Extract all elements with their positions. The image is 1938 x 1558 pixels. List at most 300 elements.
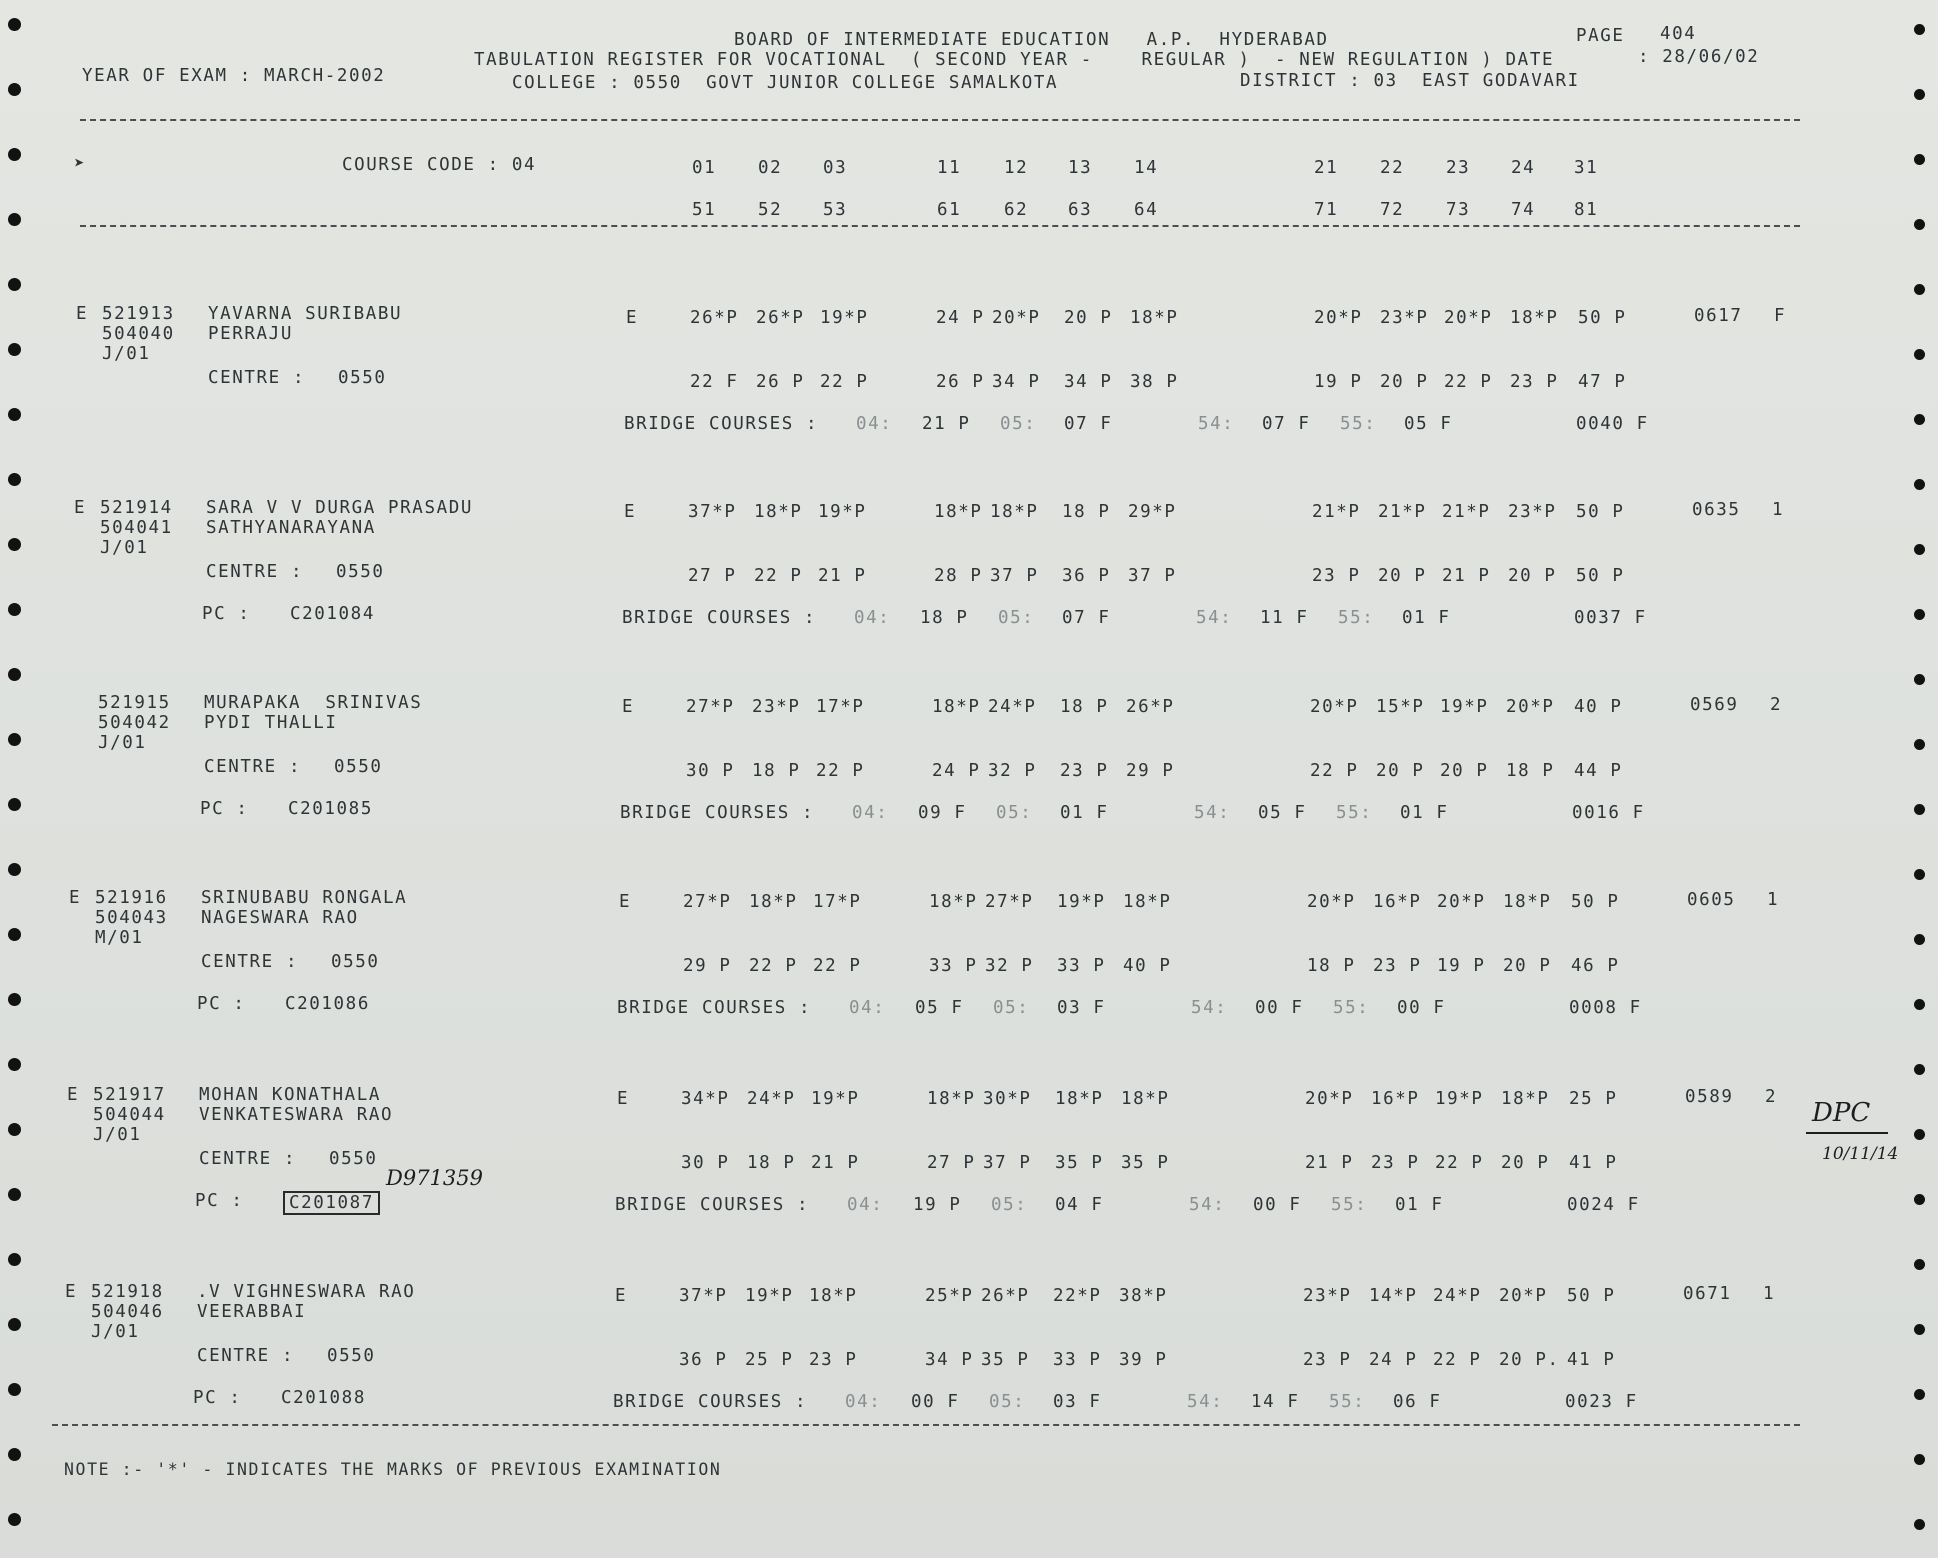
mark: 23 P <box>1060 761 1109 781</box>
subject-code: 01 <box>692 158 717 178</box>
mark: 33 P <box>929 956 978 976</box>
mark: 18*P <box>1130 308 1179 328</box>
student-name: MOHAN KONATHALA <box>199 1085 382 1105</box>
subject-code: 14 <box>1134 158 1159 178</box>
mark: 47 P <box>1578 372 1627 392</box>
feed-hole <box>8 1188 21 1201</box>
result: 2 <box>1770 695 1783 715</box>
centre-code: 0550 <box>334 757 383 777</box>
bridge-mark-05: 03 F <box>1053 1392 1102 1412</box>
feed-hole <box>8 278 21 291</box>
bridge-mark-55: 05 F <box>1404 414 1453 434</box>
grand-total: 0589 <box>1685 1087 1734 1107</box>
registration-number: 504043 <box>95 908 168 928</box>
mark: 21 P <box>811 1153 860 1173</box>
bridge-code-55: 55: <box>1333 998 1370 1018</box>
bridge-code-55: 55: <box>1331 1195 1368 1215</box>
feed-hole <box>1914 869 1925 880</box>
feed-hole <box>1914 674 1925 685</box>
bridge-total: 0040 F <box>1576 414 1649 434</box>
mark: 37 P <box>990 566 1039 586</box>
mark: 25 P <box>745 1350 794 1370</box>
subject-code: 24 <box>1511 158 1536 178</box>
print-date: : 28/06/02 <box>1638 47 1760 67</box>
feed-hole <box>1914 479 1925 490</box>
roll-number: 521917 <box>93 1085 166 1105</box>
bridge-courses-label: BRIDGE COURSES : <box>617 998 812 1018</box>
mark: 28 P <box>934 566 983 586</box>
feed-hole <box>8 1253 21 1266</box>
mark: 22 P <box>1444 372 1493 392</box>
registration-number: 504044 <box>93 1105 166 1125</box>
feed-hole <box>1914 1519 1925 1530</box>
handwritten-date: 10/11/14 <box>1822 1144 1899 1164</box>
bridge-mark-54: 00 F <box>1253 1195 1302 1215</box>
bridge-code-05: 05: <box>998 608 1035 628</box>
mark: 24*P <box>1433 1286 1482 1306</box>
mark: 23*P <box>1380 308 1429 328</box>
mark: 36 P <box>679 1350 728 1370</box>
feed-hole <box>8 798 21 811</box>
bridge-mark-55: 01 F <box>1395 1195 1444 1215</box>
mark: 27 P <box>927 1153 976 1173</box>
mark: 29 P <box>1126 761 1175 781</box>
mark: 33 P <box>1053 1350 1102 1370</box>
feed-hole <box>8 18 21 31</box>
mark: 18*P <box>990 502 1039 522</box>
mark: 18*P <box>1123 892 1172 912</box>
subject-code: 03 <box>823 158 848 178</box>
pc-code: C201085 <box>288 799 373 819</box>
bridge-mark-04: 18 P <box>920 608 969 628</box>
mark: 41 P <box>1567 1350 1616 1370</box>
bridge-mark-04: 00 F <box>911 1392 960 1412</box>
father-name: VENKATESWARA RAO <box>199 1105 394 1125</box>
roll-number: 521914 <box>100 498 173 518</box>
mark: 39 P <box>1119 1350 1168 1370</box>
mark: 37 P <box>983 1153 1032 1173</box>
grand-total: 0635 <box>1692 500 1741 520</box>
mark: 20 P <box>1503 956 1552 976</box>
mark: 37*P <box>688 502 737 522</box>
centre-code: 0550 <box>338 368 387 388</box>
mark: 19*P <box>818 502 867 522</box>
mark: 30 P <box>686 761 735 781</box>
mark: 18*P <box>1121 1089 1170 1109</box>
bridge-mark-54: 07 F <box>1262 414 1311 434</box>
centre-code: 0550 <box>331 952 380 972</box>
mark: 16*P <box>1371 1089 1420 1109</box>
bridge-courses-label: BRIDGE COURSES : <box>624 414 819 434</box>
subject-code: 13 <box>1068 158 1093 178</box>
mark: 18 P <box>1307 956 1356 976</box>
page-label: PAGE <box>1576 26 1625 46</box>
mark: 23 P <box>1303 1350 1352 1370</box>
mark: 18*P <box>1510 308 1559 328</box>
medium: E <box>622 697 635 717</box>
mark: 36 P <box>1062 566 1111 586</box>
pc-label: PC : <box>193 1388 242 1408</box>
feed-hole <box>8 993 21 1006</box>
mark: 20*P <box>1305 1089 1354 1109</box>
mark: 19*P <box>820 308 869 328</box>
bridge-mark-05: 07 F <box>1062 608 1111 628</box>
mark: 20 P <box>1376 761 1425 781</box>
mark: 20*P <box>1506 697 1555 717</box>
mark: 50 P <box>1576 566 1625 586</box>
centre-label: CENTRE : <box>204 757 302 777</box>
bridge-code-04: 04: <box>849 998 886 1018</box>
mark: 26 P <box>756 372 805 392</box>
centre-label: CENTRE : <box>199 1149 297 1169</box>
mark: 20*P <box>1444 308 1493 328</box>
centre-label: CENTRE : <box>208 368 306 388</box>
centre-label: CENTRE : <box>206 562 304 582</box>
father-name: VEERABBAI <box>197 1302 307 1322</box>
footnote: NOTE :- '*' - INDICATES THE MARKS OF PREVIOUS EXAMINATION <box>64 1460 722 1479</box>
mark: 26*P <box>1126 697 1175 717</box>
mark: 20*P <box>1307 892 1356 912</box>
pc-code: C201086 <box>285 994 370 1014</box>
mark: 21*P <box>1312 502 1361 522</box>
bridge-mark-54: 00 F <box>1255 998 1304 1018</box>
bridge-total: 0024 F <box>1567 1195 1640 1215</box>
feed-hole <box>8 343 21 356</box>
mark: 24*P <box>988 697 1037 717</box>
bridge-code-54: 54: <box>1196 608 1233 628</box>
mark: 20*P <box>992 308 1041 328</box>
mark: 18 P <box>747 1153 796 1173</box>
record-prefix: E <box>74 498 87 518</box>
subject-code: 21 <box>1314 158 1339 178</box>
mark: 18*P <box>929 892 978 912</box>
feed-hole <box>1914 1454 1925 1465</box>
feed-hole <box>1914 804 1925 815</box>
mark: 26*P <box>981 1286 1030 1306</box>
mark: 23*P <box>1303 1286 1352 1306</box>
roll-number: 521913 <box>102 304 175 324</box>
course-divider <box>80 225 1800 227</box>
district-line: DISTRICT : 03 EAST GODAVARI <box>1240 71 1580 91</box>
roll-number: 521916 <box>95 888 168 908</box>
bridge-mark-04: 09 F <box>918 803 967 823</box>
mark: 20 P <box>1440 761 1489 781</box>
register-title: TABULATION REGISTER FOR VOCATIONAL ( SECOND YEAR - REGULAR ) - NEW REGULATION ) DATE <box>474 50 1555 70</box>
grand-total: 0569 <box>1690 695 1739 715</box>
mark: 34 P <box>925 1350 974 1370</box>
feed-hole <box>1914 609 1925 620</box>
mark: 20 P <box>1380 372 1429 392</box>
mark: 18*P <box>1501 1089 1550 1109</box>
group-code: M/01 <box>95 928 144 948</box>
student-name: SRINUBABU RONGALA <box>201 888 408 908</box>
result: 1 <box>1772 500 1785 520</box>
subject-code: 22 <box>1380 158 1405 178</box>
pc-label: PC : <box>195 1191 244 1211</box>
grand-total: 0617 <box>1694 306 1743 326</box>
bridge-code-05: 05: <box>1000 414 1037 434</box>
mark: 18*P <box>927 1089 976 1109</box>
bridge-code-55: 55: <box>1336 803 1373 823</box>
mark: 20 P <box>1378 566 1427 586</box>
mark: 21*P <box>1442 502 1491 522</box>
year-of-exam: YEAR OF EXAM : MARCH-2002 <box>82 66 386 86</box>
grand-total: 0605 <box>1687 890 1736 910</box>
feed-hole <box>8 538 21 551</box>
mark: 18*P <box>754 502 803 522</box>
feed-hole <box>8 1318 21 1331</box>
bridge-code-05: 05: <box>991 1195 1028 1215</box>
mark: 35 P <box>1121 1153 1170 1173</box>
mark: 24*P <box>747 1089 796 1109</box>
feed-hole <box>1914 544 1925 555</box>
feed-hole <box>1914 1259 1925 1270</box>
feed-hole <box>1914 934 1925 945</box>
mark: 20*P <box>1314 308 1363 328</box>
pc-code: C201087 <box>283 1191 380 1215</box>
feed-hole <box>1914 349 1925 360</box>
mark: 44 P <box>1574 761 1623 781</box>
mark: 23 P <box>1510 372 1559 392</box>
bridge-mark-55: 01 F <box>1400 803 1449 823</box>
student-name: .V VIGHNESWARA RAO <box>197 1282 416 1302</box>
pc-code: C201088 <box>281 1388 366 1408</box>
bridge-total: 0016 F <box>1572 803 1645 823</box>
bridge-code-54: 54: <box>1187 1392 1224 1412</box>
subject-code: 51 <box>692 200 717 220</box>
mark: 35 P <box>981 1350 1030 1370</box>
feed-hole <box>1914 414 1925 425</box>
bridge-code-05: 05: <box>993 998 1030 1018</box>
feed-hole <box>1914 154 1925 165</box>
subject-code: 52 <box>758 200 783 220</box>
mark: 40 P <box>1574 697 1623 717</box>
feed-hole <box>8 863 21 876</box>
subject-code: 73 <box>1446 200 1471 220</box>
mark: 16*P <box>1373 892 1422 912</box>
mark: 23 P <box>1373 956 1422 976</box>
student-name: YAVARNA SURIBABU <box>208 304 403 324</box>
mark: 22 P <box>813 956 862 976</box>
mark: 50 P <box>1578 308 1627 328</box>
mark: 19*P <box>811 1089 860 1109</box>
mark: 21 P <box>1305 1153 1354 1173</box>
group-code: J/01 <box>100 538 149 558</box>
college-line: COLLEGE : 0550 GOVT JUNIOR COLLEGE SAMALKOTA <box>512 73 1059 93</box>
bridge-mark-05: 03 F <box>1057 998 1106 1018</box>
mark: 22 P <box>1435 1153 1484 1173</box>
mark: 27*P <box>985 892 1034 912</box>
father-name: PERRAJU <box>208 324 293 344</box>
mark: 24 P <box>1369 1350 1418 1370</box>
bridge-mark-04: 05 F <box>915 998 964 1018</box>
bridge-mark-54: 11 F <box>1260 608 1309 628</box>
mark: 35 P <box>1055 1153 1104 1173</box>
mark: 21 P <box>818 566 867 586</box>
row-marker: ➤ <box>74 154 87 174</box>
mark: 19*P <box>1435 1089 1484 1109</box>
group-code: J/01 <box>98 733 147 753</box>
record-prefix: E <box>65 1282 78 1302</box>
bridge-mark-05: 04 F <box>1055 1195 1104 1215</box>
handwritten-underline <box>1806 1132 1888 1134</box>
bridge-mark-04: 19 P <box>913 1195 962 1215</box>
mark: 26 P <box>936 372 985 392</box>
mark: 27*P <box>686 697 735 717</box>
bridge-mark-55: 06 F <box>1393 1392 1442 1412</box>
mark: 22 P <box>749 956 798 976</box>
feed-hole <box>1914 1064 1925 1075</box>
subject-code: 31 <box>1574 158 1599 178</box>
mark: 23*P <box>1508 502 1557 522</box>
mark: 19 P <box>1437 956 1486 976</box>
bridge-mark-04: 21 P <box>922 414 971 434</box>
feed-hole <box>1914 284 1925 295</box>
mark: 46 P <box>1571 956 1620 976</box>
mark: 22 F <box>690 372 739 392</box>
feed-hole <box>8 83 21 96</box>
father-name: SATHYANARAYANA <box>206 518 376 538</box>
bridge-code-55: 55: <box>1338 608 1375 628</box>
mark: 22*P <box>1053 1286 1102 1306</box>
mark: 22 P <box>1310 761 1359 781</box>
subject-code: 11 <box>937 158 962 178</box>
bridge-courses-label: BRIDGE COURSES : <box>620 803 815 823</box>
mark: 18*P <box>749 892 798 912</box>
mark: 22 P <box>816 761 865 781</box>
registration-number: 504042 <box>98 713 171 733</box>
registration-number: 504041 <box>100 518 173 538</box>
mark: 38*P <box>1119 1286 1168 1306</box>
centre-label: CENTRE : <box>201 952 299 972</box>
group-code: J/01 <box>91 1322 140 1342</box>
mark: 50 P <box>1576 502 1625 522</box>
mark: 25 P <box>1569 1089 1618 1109</box>
mark: 22 P <box>754 566 803 586</box>
mark: 25*P <box>925 1286 974 1306</box>
mark: 24 P <box>936 308 985 328</box>
mark: 20 P <box>1508 566 1557 586</box>
roll-number: 521918 <box>91 1282 164 1302</box>
mark: 21*P <box>1378 502 1427 522</box>
bridge-code-05: 05: <box>996 803 1033 823</box>
mark: 27*P <box>683 892 732 912</box>
father-name: PYDI THALLI <box>204 713 338 733</box>
group-code: J/01 <box>102 344 151 364</box>
mark: 34 P <box>1064 372 1113 392</box>
bridge-code-04: 04: <box>845 1392 882 1412</box>
bridge-code-54: 54: <box>1198 414 1235 434</box>
medium: E <box>615 1286 628 1306</box>
pc-label: PC : <box>197 994 246 1014</box>
mark: 30 P <box>681 1153 730 1173</box>
bridge-code-54: 54: <box>1189 1195 1226 1215</box>
mark: 20 P <box>1064 308 1113 328</box>
mark: 50 P <box>1567 1286 1616 1306</box>
mark: 15*P <box>1376 697 1425 717</box>
subject-code: 71 <box>1314 200 1339 220</box>
centre-label: CENTRE : <box>197 1346 295 1366</box>
mark: 20 P. <box>1499 1350 1560 1370</box>
mark: 40 P <box>1123 956 1172 976</box>
mark: 26*P <box>756 308 805 328</box>
mark: 18*P <box>1503 892 1552 912</box>
mark: 18*P <box>934 502 983 522</box>
subject-code: 61 <box>937 200 962 220</box>
medium: E <box>626 308 639 328</box>
feed-hole <box>1914 1194 1925 1205</box>
mark: 18 P <box>1060 697 1109 717</box>
bridge-code-55: 55: <box>1340 414 1377 434</box>
mark: 23 P <box>809 1350 858 1370</box>
student-name: MURAPAKA SRINIVAS <box>204 693 423 713</box>
mark: 41 P <box>1569 1153 1618 1173</box>
result: F <box>1774 306 1787 326</box>
roll-number: 521915 <box>98 693 171 713</box>
feed-hole <box>1914 89 1925 100</box>
feed-hole <box>1914 999 1925 1010</box>
record-prefix: E <box>76 304 89 324</box>
bridge-code-55: 55: <box>1329 1392 1366 1412</box>
mark: 19*P <box>745 1286 794 1306</box>
feed-hole <box>1914 1129 1925 1140</box>
mark: 23*P <box>752 697 801 717</box>
bridge-mark-55: 00 F <box>1397 998 1446 1018</box>
subject-code: 53 <box>823 200 848 220</box>
handwritten-pc-note: D971359 <box>386 1166 484 1190</box>
feed-hole <box>1914 1389 1925 1400</box>
mark: 18*P <box>932 697 981 717</box>
mark: 34*P <box>681 1089 730 1109</box>
mark: 18 P <box>1062 502 1111 522</box>
feed-hole <box>8 1513 21 1526</box>
bridge-mark-05: 01 F <box>1060 803 1109 823</box>
feed-hole <box>1914 24 1925 35</box>
subject-code: 72 <box>1380 200 1405 220</box>
mark: 19*P <box>1440 697 1489 717</box>
father-name: NAGESWARA RAO <box>201 908 359 928</box>
feed-hole <box>8 1383 21 1396</box>
result: 1 <box>1763 1284 1776 1304</box>
mark: 18*P <box>1055 1089 1104 1109</box>
mark: 22 P <box>1433 1350 1482 1370</box>
bridge-code-04: 04: <box>847 1195 884 1215</box>
bridge-code-54: 54: <box>1191 998 1228 1018</box>
medium: E <box>617 1089 630 1109</box>
bridge-courses-label: BRIDGE COURSES : <box>613 1392 808 1412</box>
feed-hole <box>8 668 21 681</box>
bridge-mark-54: 14 F <box>1251 1392 1300 1412</box>
feed-hole <box>8 733 21 746</box>
mark: 20 P <box>1501 1153 1550 1173</box>
subject-code: 63 <box>1068 200 1093 220</box>
pc-label: PC : <box>200 799 249 819</box>
bridge-code-04: 04: <box>852 803 889 823</box>
record-prefix: E <box>69 888 82 908</box>
bridge-mark-05: 07 F <box>1064 414 1113 434</box>
mark: 18*P <box>809 1286 858 1306</box>
mark: 20*P <box>1310 697 1359 717</box>
bridge-total: 0023 F <box>1565 1392 1638 1412</box>
mark: 37*P <box>679 1286 728 1306</box>
centre-code: 0550 <box>336 562 385 582</box>
feed-hole <box>8 1448 21 1461</box>
mark: 32 P <box>988 761 1037 781</box>
feed-hole <box>8 148 21 161</box>
record-prefix: E <box>67 1085 80 1105</box>
mark: 14*P <box>1369 1286 1418 1306</box>
feed-hole <box>8 213 21 226</box>
